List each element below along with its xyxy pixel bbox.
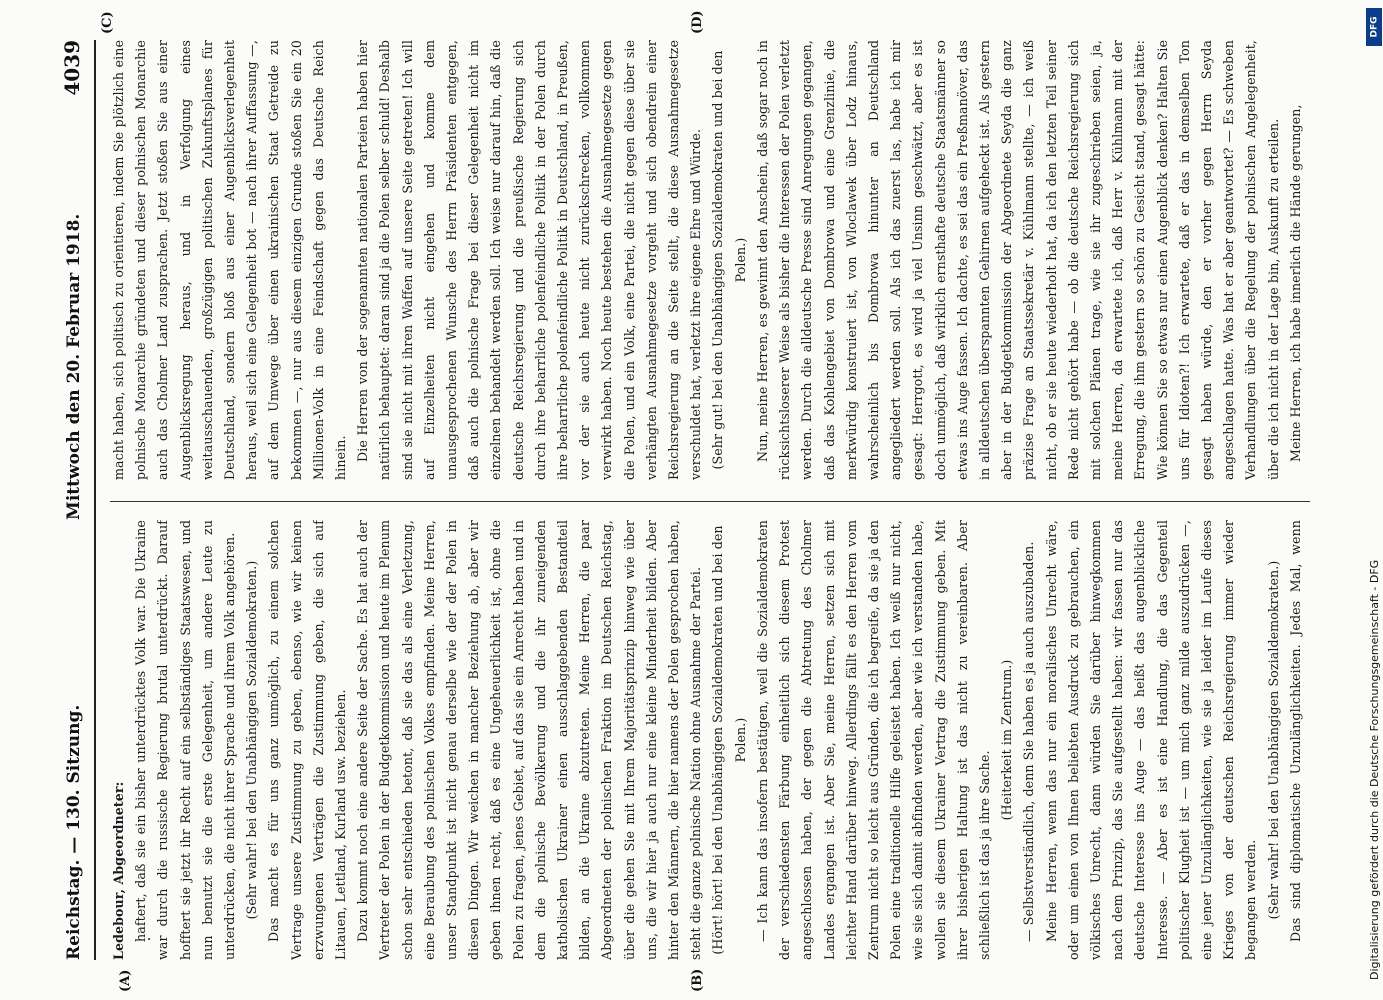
paragraph: Meine Herren, wenn das nur ein moralisches Unrecht wäre, oder um einen von Ihnen beliebten Ausdruck zu gebrauchen, ein völkisches Unrecht, dann würden Sie darüber hinwegkommen nach dem Prinzip, das Sie aufgestellt haben: wir fassen nur das deutsche Interesse ins Auge — das heißt das augenblickliche Interesse. — Aber es ist eine Handlung, die das Gegenteil politischer Klugheit ist — um mich ganz milde auszudrücken —, eine jener Unzulänglichkeiten, wie sie ja leider im Laufe dieses Krieges von der deutschen Reichsregierung immer wieder begangen werden. xyxy=(1043,520,1259,960)
paragraph: Dazu kommt noch eine andere Seite der Sache. Es hat auch der Vertreter der Polen in der Budgetkommission und heute im Plenum schon sehr entschieden betont, daß sie das als eine Verletzung, eine Beraubung des polnischen Volkes empfinden. Meine Herren, unser Standpunkt ist nicht genau derselbe wie der der Polen in diesen Dingen. Wir weichen in mancher Beziehung ab, aber wir geben ihnen recht, daß es eine Ungeheuerlichkeit ist, ohne die Polen zu fragen, jenes Gebiet, auf das sie ein Anrecht haben und in dem die polnische Bevölkerung und die ihr zuneigenden katholischen Ukrainer einen ausschlaggebenden Bestandteil bilden, an die Ukraine abzutreten. Meine Herren, die paar Abgeordneten der polnischen Fraktion im Deutschen Reichstag, über die gehen Sie mit Ihrem Majoritätsprinzip hinweg wie über uns, die wir hier ja auch nur eine kleine Minderheit bilden. Aber hinter den Männern, die hier namens der Polen gesprochen haben, steht die ganze polnische Nation ohne Ausnahme der Partei. xyxy=(355,520,704,960)
margin-marker-b: (B) xyxy=(690,968,705,992)
digitization-credit: Digitalisierung gefördert durch die Deutsche Forschungsgemeinschaft - DFG xyxy=(1368,559,1381,980)
paragraph: haftert, daß sie ein bisher unterdrücktes Volk war. Die Ukraine war durch die russische Regierung brutal unterdrückt. Darauf hofftert sie jetzt ihr Recht auf ein selbständiges Staatswesen, und nun benutzt sie die erste Gelegenheit, um andere Leute zu unterdrücken, die nicht ihrer Sprache und ihrem Volk angehören. xyxy=(133,520,238,960)
paragraph: Meine Herren, ich habe innerlich die Hände gerungen, xyxy=(1287,104,1303,462)
scan-speck xyxy=(148,938,150,940)
left-column xyxy=(108,520,1308,960)
margin-marker-a: (A) xyxy=(118,969,133,992)
paragraph: Das sind diplomatische Unzulänglichkeiten. Jedes Mal, wenn xyxy=(1287,520,1303,942)
paragraph: Die Herren von der sogenannten nationalen Parteien haben hier natürlich behauptet: daran sind ja die Polen selber schuld! Deshalb sind sie nicht mit ihren Waffen auf unsere Seite getreten! Ich will auf Einzelheiten nicht eingehen und komme dem unausgesprochenen Wunsche des Herrn Präsidenten entgegen, daß auch die polnische Frage bei dieser Gelegenheit nicht im einzelnen behandelt werden soll. Ich weise nur darauf hin, daß die deutsche Reichsregierung und die preußische Regierung sich durch ihre beharrliche polenfeindliche Politik in der Polen durch ihre beharrliche polenfeindliche Politik in Deutschland, in Preußen, vor der sie auch heute nicht zurückschrecken, vollkommen verwirkt haben. Noch heute bestehen die Ausnahmegesetze gegen die Polen, und ein Volk, eine Partei, die nicht gegen diese über sie verhängten Ausnahmegesetze vorgeht und sich obendrein einer Reichsregierung an die Seite stellt, die diese Ausnahmegesetze verschuldet hat, verletzt ihre eigene Ehre und Würde. xyxy=(355,40,704,480)
speaker-name: Ledebour, Abgeordneter: xyxy=(111,781,126,960)
dfg-logo: DFG xyxy=(1366,8,1382,46)
header-rule xyxy=(94,40,96,960)
paragraph: Das macht es für uns ganz unmöglich, zu einem solchen Vertrage unsere Zustimmung zu geben, ebenso, wie wir keinen erzwungenen Verträgen die Zustimmung geben, die sich auf Litauen, Lettland, Kurland usw. beziehen. xyxy=(266,520,349,960)
interjection: (Sehr wahr! bei den Unabhängigen Sozialdemokraten.) xyxy=(244,560,260,920)
header-left: Reichstag. — 130. Sitzung. xyxy=(64,704,84,960)
margin-marker-c: (C) xyxy=(100,11,115,34)
paragraph: Nun, meine Herren, es gewinnt den Anschein, daß sogar noch in rücksichtsloserer Weise als bisher die Interessen der Polen verletzt werden. Durch die alldeutsche Presse sind Anregungen gegangen, daß das Kohlengebiet von Dombrowa und eine Grenzlinie, die merkwürdig konstruiert ist, von Wloclawek über Lodz hinaus, wahrscheinlich bis Dombrowa hinunter an Deutschland angegliedert werden soll. Als ich das zuerst las, habe ich mir gesagt: Herrgott, es wird ja viel Unsinn geschwätzt, aber es ist doch unmöglich, daß wirklich ernsthafte deutsche Staatsmänner so etwas ins Auge fassen. Ich dachte, es sei das ein Preßmanöver, das in alldeutschen überspannten Gehirnen aufgeheckt ist. Als gestern aber in der Budgetkommission der Abgeordnete Seyda die ganz präzise Frage an Staatssekretär v. Kühlmann stellte, — ich weiß nicht, ob er sie heute wiederholt hat, da ich den letzten Teil seiner Rede nicht gehört habe — ob die deutsche Reichsregierung sich mit solchen Plänen trage, wie sie ihr zugeschrieben seien, ja, meine Herren, da erwartete ich, daß Herr v. Kühlmann mit der Erregung, die ihm gestern so schön zu Gesicht stand, gesagt hätte: Wie können Sie so etwas nur einen Augenblick denken? Halten Sie uns für Idioten?! Ich erwartete, daß er das in demselben Ton gesagt haben würde, den er vorher gegen Herrn Seyda angeschlagen hatte. Was hat er aber geantwortet? — Es schweben Verhandlungen über die Regelung der polnischen Angelegenheit, über die ich nicht in der Lage bin, Auskunft zu erteilen. xyxy=(754,40,1281,480)
interjection: (Heiterkeit im Zentrum.) xyxy=(999,659,1015,821)
page-number: 4039 xyxy=(60,40,84,96)
margin-marker-d: (D) xyxy=(690,10,705,34)
interjection: (Hört! hört! bei den Unabhängigen Sozialdemokraten und bei den Polen.) xyxy=(710,525,748,955)
paragraph: — Selbstverständlich, denn Sie haben es ja auch auszubaden. xyxy=(1021,541,1037,942)
interjection xyxy=(1307,40,1308,480)
paragraph: macht haben, sich politisch zu orientieren, indem Sie plötzlich eine polnische Monarchie gründeten und dieser polnischen Monarchie auch das Cholmer Land zusprachen. Jetzt stoßen Sie aus einer Augenblicksregung heraus, und in Verfolgung eines weitausschauenden, großzügigen politischen Zukunftsplanes für Deutschland, sondern bloß aus einer Augenblicksverlegenheit heraus, weil sich eine Gelegenheit bot — nach ihrer Auffassung —, auf dem Umwege über einen ukrainischen Staat Getreide zu bekommen —, nur aus diesem einzigen Grunde stoßen Sie ein 20 Millionen-Volk in eine Feindschaft gegen das Deutsche Reich hinein. xyxy=(111,40,349,480)
interjection: (Sehr gut! bei den Unabhängigen Sozialdemokraten und bei den Polen.) xyxy=(710,50,748,470)
paragraph: — Ich kann das insofern bestätigen, weil die Sozialdemokraten der verschiedensten Färbung einheitlich sich diesem Protest angeschlossen haben, der gegen die Abtretung des Cholmer Landes ergangen ist. Aber Sie, meine Herren, setzen sich mit leichter Hand darüber hinweg. Allerdings fällt es den Herren vom Zentrum nicht so leicht aus Gründen, die ich begreife, da sie ja den Polen eine traditionelle Hilfe geleistet haben. Ich weiß nur nicht, wie sie sich damit abfinden werden, aber wie ich verstanden habe, wollen sie diesem Ukrainer Vertrag die Zustimmung geben. Mit ihrer bisherigen Haltung ist das nicht zu vereinbaren. Aber schließlich ist das ja ihre Sache. xyxy=(754,520,992,960)
header-date: Mittwoch den 20. Februar 1918. xyxy=(64,213,84,520)
right-column xyxy=(108,40,1308,480)
page-header xyxy=(58,40,98,960)
column-divider xyxy=(110,501,1310,502)
interjection: (Sehr wahr! bei den Unabhängigen Sozialdemokraten.) xyxy=(1265,560,1281,920)
